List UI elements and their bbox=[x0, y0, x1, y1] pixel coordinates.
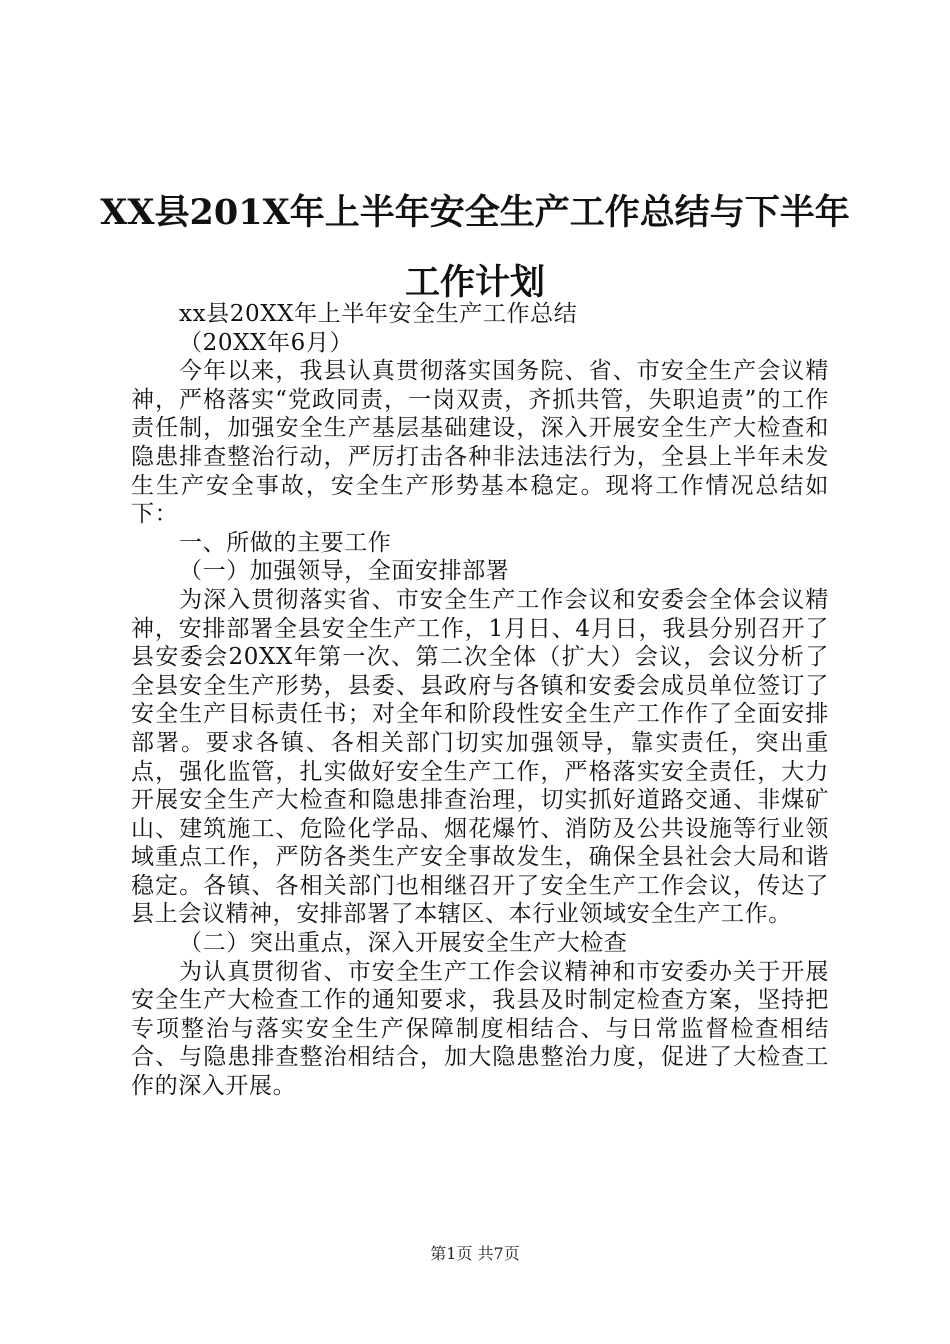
paragraph: 今年以来，我县认真贯彻落实国务院、省、市安全生产会议精神，严格落实“党政同责，一岗双责，齐抓共管，失职追责”的工作责任制，加强安全生产基层基础建设，深入开展安全生产大检查和隐患排查整治行动，严厉打击各种非法违法行为，全县上半年未发生生产安全事故，安全生产形势基本稳定。现将工作情况总结如下： bbox=[131, 358, 829, 528]
subsection-heading: （二）突出重点，深入开展安全生产大检查 bbox=[179, 930, 628, 957]
page-footer: 第1页 共7页 bbox=[430, 1244, 520, 1263]
date-line: （20XX年6月） bbox=[179, 329, 354, 356]
document-body bbox=[131, 300, 829, 1101]
subsection-heading: （一）加强领导，全面安排部署 bbox=[179, 558, 510, 585]
paragraph: 为深入贯彻落实省、市安全生产工作会议和安委会全体会议精神，安排部署全县安全生产工作，1月日、4月日，我县分别召开了县安委会20XX年第一次、第二次全体（扩大）会议，会议分析了全县安全生产形势，县委、县政府与各镇和安委会成员单位签订了安全生产目标责任书；对全年和阶段性安全生产工作作了全面安排部署。要求各镇、各相关部门切实加强领导，靠实责任，突出重点，强化监管，扎实做好安全生产工作，严格落实安全责任，大力开展安全生产大检查和隐患排查治理，切实抓好道路交通、非煤矿山、建筑施工、危险化学品、烟花爆竹、消防及公共设施等行业领域重点工作，严防各类生产安全事故发生，确保全县社会大局和谐稳定。各镇、各相关部门也相继召开了安全生产工作会议，传达了县上会议精神，安排部署了本辖区、本行业领域安全生产工作。 bbox=[131, 586, 829, 928]
paragraph: 为认真贯彻省、市安全生产工作会议精神和市安委办关于开展安全生产大检查工作的通知要求，我县及时制定检查方案，坚持把专项整治与落实安全生产保障制度相结合、与日常监督检查相结合、与隐患排查整治相结合，加大隐患整治力度，促进了大检查工作的深入开展。 bbox=[131, 958, 829, 1100]
document-title: XX县201X年上半年安全生产工作总结与下半年工作计划 bbox=[100, 192, 850, 303]
section-heading: xx县20XX年上半年安全生产工作总结 bbox=[179, 301, 578, 327]
section-heading: 一、所做的主要工作 bbox=[179, 529, 392, 556]
